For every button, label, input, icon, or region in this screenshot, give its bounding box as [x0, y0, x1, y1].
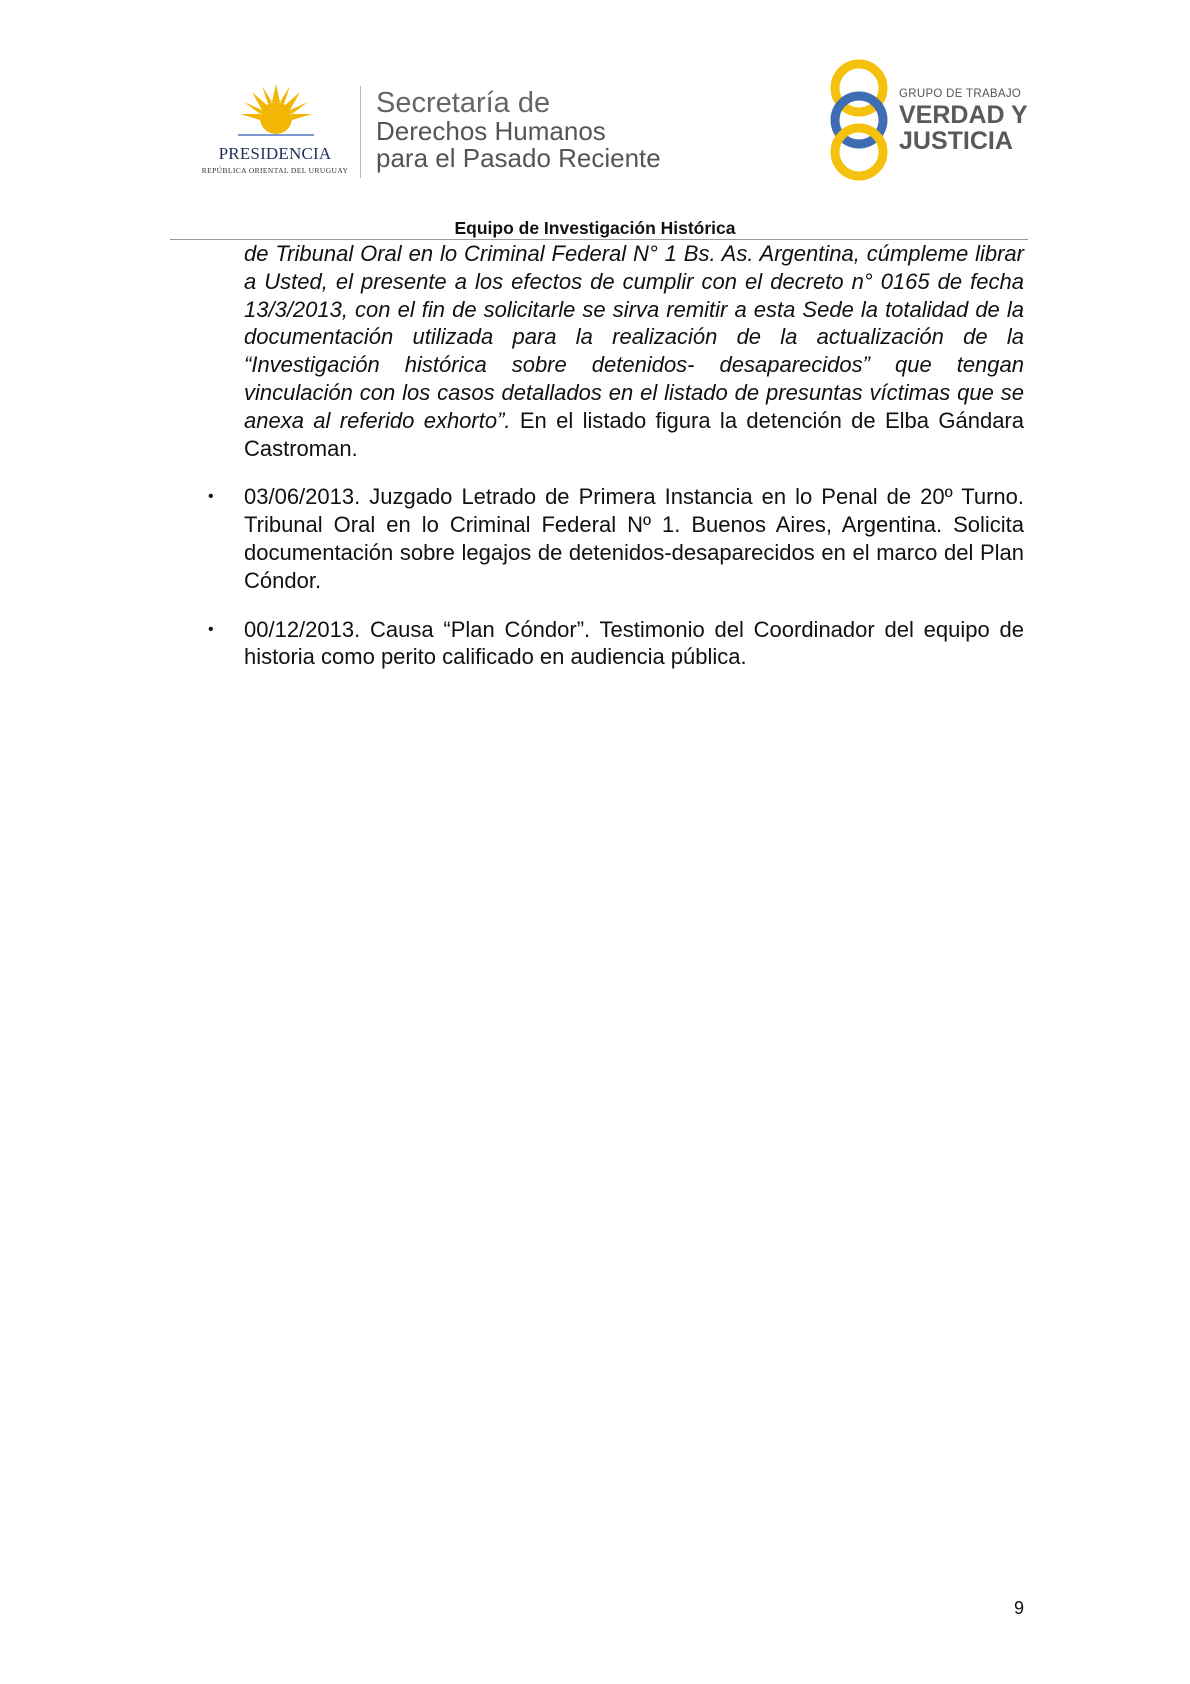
- list-item-text: 03/06/2013. Juzgado Letrado de Primera Instancia en lo Penal de 20º Turno. Tribunal Oral en lo Criminal Federal Nº 1. Buenos Aires, Argentina. Solicita documentación sobre legajos de detenidos-desaparecidos en el marco del Plan Cóndor.: [244, 484, 1024, 593]
- list-item-text: 00/12/2013. Causa “Plan Cóndor”. Testimonio del Coordinador del equipo de historia como perito calificado en audiencia pública.: [244, 616, 1024, 670]
- linked-rings-icon: [823, 58, 895, 182]
- bullet-list: [208, 483, 1024, 671]
- list-item: [208, 483, 1024, 594]
- presidencia-subtitle: REPÚBLICA ORIENTAL DEL URUGUAY: [201, 166, 349, 175]
- page-header: [0, 0, 1190, 240]
- continued-quote-italic: de Tribunal Oral en lo Criminal Federal N° 1 Bs. As. Argentina, cúmpleme librar a Usted, el presente a los efectos de cumplir con el decreto n° 0165 de fecha 13/3/2013, con el fin de solicitarle se sirva remitir a esta Sede la totalidad de la documentación utilizada para la realización de la actualización de la “Investigación histórica sobre detenidos- desaparecidos” que tengan vinculación con los casos detallados en el listado de presuntas víctimas que se anexa al referido exhorto”.: [244, 241, 1024, 433]
- bullet-icon: •: [208, 620, 214, 638]
- document-body: [208, 240, 1024, 671]
- secretaria-line-2: Derechos Humanos: [376, 116, 606, 146]
- gtvj-line-1: GRUPO DE TRABAJO: [899, 88, 1022, 100]
- verdad-justicia-logo: [823, 58, 1028, 182]
- list-item: [208, 616, 1024, 672]
- secretaria-line-3: para el Pasado Reciente: [376, 143, 661, 173]
- secretaria-line-1: Secretaría de: [376, 87, 551, 119]
- presidencia-logo: [198, 82, 352, 182]
- gtvj-line-2: VERDAD Y: [899, 101, 1028, 129]
- section-title: Equipo de Investigación Histórica: [454, 218, 736, 238]
- presidencia-name: PRESIDENCIA: [218, 144, 332, 163]
- continued-note: En el listado figura la detención de Elba Gándara Castroman.: [244, 407, 1024, 461]
- bullet-icon: •: [208, 488, 214, 506]
- secretaria-logo-text: [376, 88, 661, 172]
- gtvj-line-3: JUSTICIA: [899, 127, 1013, 155]
- continued-paragraph: [244, 240, 1024, 462]
- page-number: 9: [1014, 1598, 1025, 1618]
- sun-icon: [238, 82, 314, 144]
- header-divider: [360, 86, 361, 178]
